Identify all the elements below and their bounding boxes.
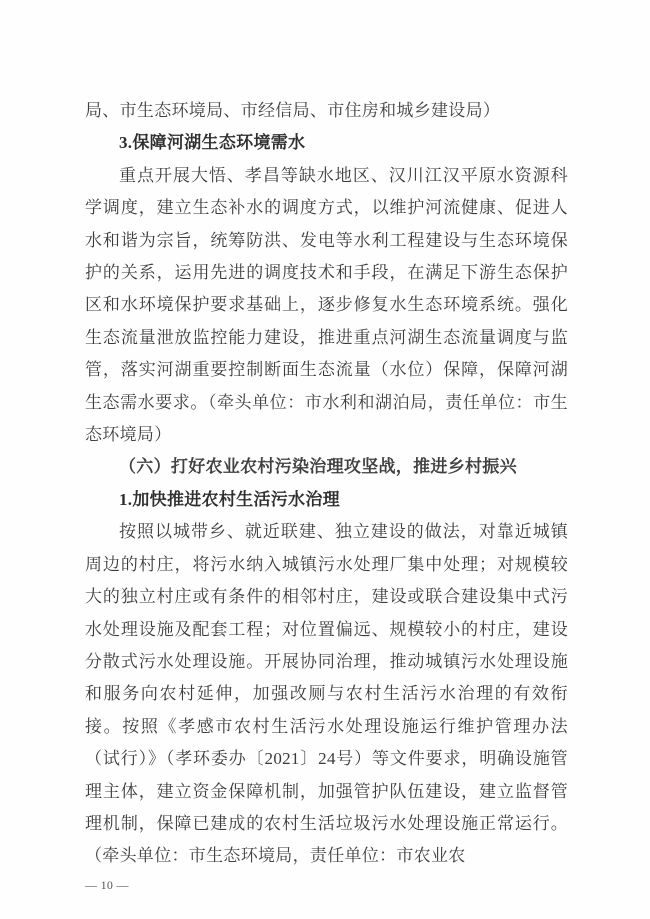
heading-six-rural-pollution-battle: （六）打好农业农村污染治理攻坚战，推进乡村振兴 [119, 457, 517, 477]
continuation-line-responsible-units: 局、市生态环境局、市经信局、市住房和城乡建设局） [85, 101, 501, 120]
paragraph-body-text: 重点开展大悟、孝昌等缺水地区、汉川江汉平原水资源科学调度，建立生态补水的调度方式，以维护河流健康、促进人水和谐为宗旨，统筹防洪、发电等水利工程建设与生态环境保护的关系，运用先进的调度技术和手段，在满足下游生态保护区和水环境保护要求基础上，逐步修复水生态环境系统。强化生态流量泄放监控能力建设，推进重点河湖生态流量调度与监管，落实河湖重要控制断面生态流量（水位）保障，保障河湖生态需水要求。 [85, 165, 568, 412]
lead-unit-attribution-cutoff: （牵头单位：市生态环境局，责任单位：市农业农 [85, 846, 466, 866]
heading-3-river-lake-eco-water: 3.保障河湖生态环境需水 [119, 133, 306, 153]
heading-1-rural-sewage-treatment: 1.加快推进农村生活污水治理 [119, 489, 340, 509]
paragraph-rural-sewage-treatment [85, 516, 568, 872]
paragraph-river-lake-eco-water [85, 160, 568, 452]
paragraph-body-text: 按照以城带乡、就近联建、独立建设的做法，对靠近城镇周边的村庄，将污水纳入城镇污水处理厂集中处理；对规模较大的独立村庄或有条件的相邻村庄，建设或联合建设集中式污水处理设施及配套工程；对位置偏远、规模较小的村庄，建设分散式污水处理设施。开展协同治理，推动城镇污水处理设施和服务向农村延伸，加强改厕与农村生活污水治理的有效衔接。按照《孝感市农村生活污水处理设施运行维护管理办法（试行）》（孝环委办〔2021〕24号）等文件要求，明确设施管理主体，建立资金保障机制，加强管护队伍建设，建立监督管理机制，保障已建成的农村生活垃圾污水处理设施正常运行。 [85, 522, 568, 833]
lead-unit-attribution: （牵头单位：市水利和湖泊局，责任单位：市生态环境局） [85, 392, 568, 445]
page-number: — 10 — [85, 877, 129, 892]
document-text-block [85, 95, 568, 896]
